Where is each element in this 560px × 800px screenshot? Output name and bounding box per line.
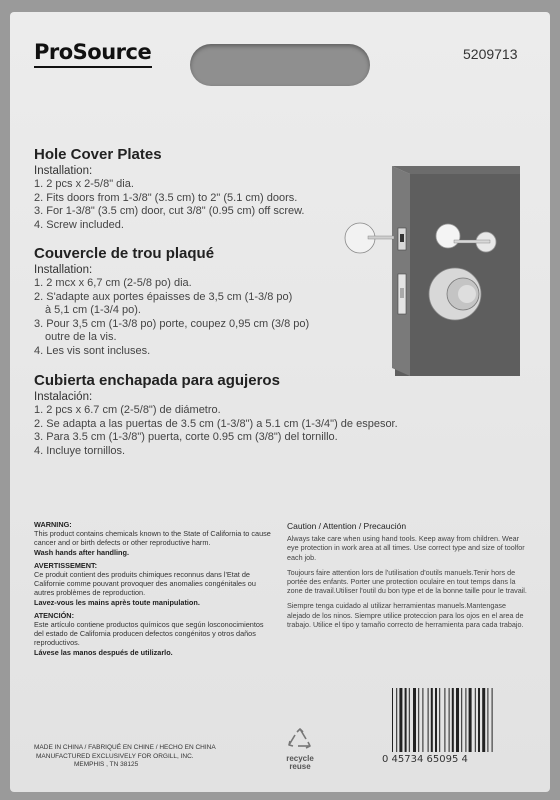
barcode-bar — [396, 688, 397, 752]
door-edge — [392, 166, 410, 376]
brand-logo: ProSource — [34, 40, 152, 64]
french-step: 1. 2 mcx x 6,7 cm (2-5/8 po) dia. — [34, 277, 192, 289]
address-line: MEMPHIS , TN 38125 — [74, 761, 139, 768]
barcode-bar — [418, 688, 419, 752]
french-step: 2. S'adapte aux portes épaisses de 3,5 cm (1-3/8 po) — [34, 290, 293, 303]
french-subtitle: Installation: — [34, 264, 93, 276]
barcode-bar — [478, 688, 480, 752]
caution-en: Always take care when using hand tools. Keep away from children. Wear eye protection in work area at all times. Use correct type and size of toolfor each job. — [287, 534, 525, 562]
barcode-bar — [469, 688, 472, 752]
barcode-bar — [456, 688, 459, 752]
spanish-step: 3. Para 3.5 cm (1-3/8") puerta, corte 0.95 cm (3/8") del tornillo. — [34, 431, 338, 443]
warning-en-bold: Wash hands after handling. — [34, 547, 130, 557]
english-title: Hole Cover Plates — [34, 146, 162, 163]
manufacturer-info — [34, 744, 216, 770]
brand-underline — [34, 66, 152, 68]
warning-es-bold: Lávese las manos después de utilizarlo. — [34, 647, 173, 657]
caution-heading: Caution / Attention / Precaución — [287, 521, 407, 531]
barcode — [382, 688, 532, 778]
french-step: 4. Les vis sont incluses. — [34, 344, 151, 357]
barcode-bar — [492, 688, 493, 752]
english-step: 1. 2 pcs x 2-5/8" dia. — [34, 178, 134, 190]
english-step: 4. Screw included. — [34, 218, 124, 231]
spanish-section — [34, 372, 398, 458]
barcode-bar — [487, 688, 488, 752]
recycle-label: recycle — [286, 754, 314, 763]
english-section — [34, 146, 305, 232]
french-section — [34, 245, 309, 358]
barcode-bar — [409, 688, 410, 752]
door-illustration — [340, 166, 520, 376]
cover-plate-upper — [436, 224, 460, 248]
caution-fr: Toujours faire attention lors de l'utilisation d'outils manuels.Tenir hors de portée des enfants. Porter une protection oculaire en tout temps dans la zone de travail.Utiliser l'outil du bon type et de la bonne taille pour le travail. — [287, 567, 527, 596]
french-title: Couvercle de trou plaqué — [34, 245, 215, 262]
door-top — [392, 166, 520, 174]
french-step: à 5,1 cm (1-3/4 po). — [45, 304, 141, 316]
warning-fr-text: Ce produit contient des produits chimiques reconnus dans l'Etat de Californie comme pouvant provoquer des anomalies congénitales ou autres problèmes de reproduction. — [34, 570, 256, 598]
english-step: 3. For 1-3/8" (3.5 cm) door, cut 3/8" (0.95 cm) off screw. — [34, 205, 305, 217]
warning-fr-bold: Lavez-vous les mains après toute manipulation. — [34, 597, 200, 607]
warning-en-heading: WARNING: — [34, 520, 72, 529]
warning-es-heading: ATENCIÓN: — [34, 610, 74, 620]
barcode-bar — [444, 688, 445, 752]
sku-number: 5209713 — [463, 46, 518, 62]
spanish-step: 4. Incluye tornillos. — [34, 444, 126, 457]
spanish-title: Cubierta enchapada para agujeros — [34, 372, 280, 389]
french-steps — [34, 277, 309, 358]
barcode-bar — [392, 688, 393, 752]
barcode-bar — [439, 688, 440, 752]
english-step: 2. Fits doors from 1-3/8" (3.5 cm) to 2" (5.1 cm) doors. — [34, 191, 298, 204]
barcode-bar — [422, 688, 423, 752]
warning-en-text: This product contains chemicals known to the State of California to cause cancer and or birth defects or other reproductive harm. — [34, 529, 271, 548]
french-step: outre de la vis. — [45, 331, 117, 343]
barcode-bar — [449, 688, 450, 752]
spanish-steps — [34, 404, 398, 458]
barcode-bar — [461, 688, 462, 752]
french-step: 3. Pour 3,5 cm (1-3/8 po) porte, coupez 0,95 cm (3/8 po) — [34, 317, 310, 330]
barcode-bar — [405, 688, 407, 752]
recycle-icon — [288, 728, 312, 750]
reuse-label: reuse — [289, 762, 311, 771]
manufacturer-line: MANUFACTURED EXCLUSIVELY FOR ORGILL, INC. — [36, 752, 194, 760]
caution-es: Siempre tenga cuidado al utilizar herramientas manuels.Mantengase alejado de los ninos. Siempre utilice proteccion para los ojos en el area de trabajo. Utilice el tipo y tamaño correcto de herramienta para cada trabajo. — [287, 601, 524, 629]
barcode-bar — [435, 688, 437, 752]
barcode-digits: 0 45734 65095 4 — [382, 754, 468, 765]
caution-block — [287, 522, 527, 635]
spanish-step: 2. Se adapta a las puertas de 3.5 cm (1-3/8") a 5.1 cm (1-3/4") de espesor. — [34, 417, 398, 430]
barcode-bar — [399, 688, 402, 752]
barcode-bar — [475, 688, 476, 752]
made-in-line: MADE IN CHINA / FABRIQUÉ EN CHINE / HECHO EN CHINA — [34, 744, 216, 751]
barcode-bar — [465, 688, 466, 752]
barcode-bars — [382, 688, 532, 752]
english-steps — [34, 178, 305, 232]
barcode-bar — [431, 688, 433, 752]
spanish-subtitle: Instalación: — [34, 391, 93, 403]
barcode-bar — [452, 688, 454, 752]
recycle-mark — [282, 728, 318, 771]
warning-fr-heading: AVERTISSEMENT: — [34, 560, 98, 570]
barcode-bar — [413, 688, 416, 752]
spanish-step: 1. 2 pcs x 6.7 cm (2-5/8") de diámetro. — [34, 404, 221, 416]
warning-es-text: Este artículo contiene productos químicos que según losconocimientos del estado de California producen defectos congénitos y otros daños reproductivos. — [34, 620, 264, 648]
english-subtitle: Installation: — [34, 165, 93, 177]
barcode-bar — [482, 688, 485, 752]
screw — [368, 236, 394, 239]
warning-block — [34, 520, 274, 661]
hang-hole — [190, 44, 370, 86]
barcode-bar — [428, 688, 429, 752]
